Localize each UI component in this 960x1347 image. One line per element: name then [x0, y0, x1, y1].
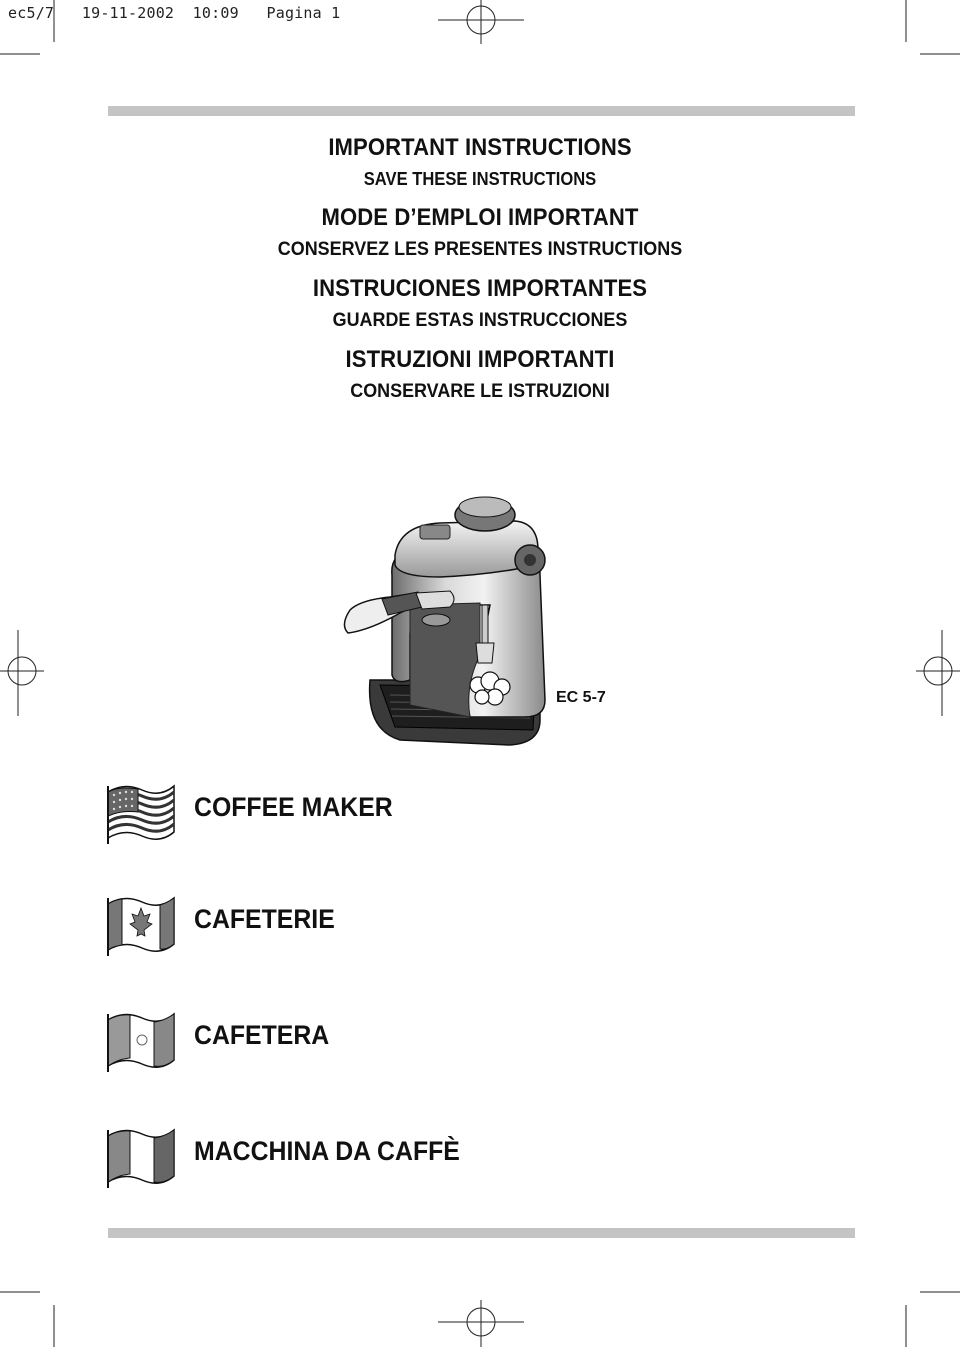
heading-subtitle: GUARDE ESTAS INSTRUCCIONES: [332, 309, 628, 331]
product-row-it: [104, 1122, 604, 1194]
heading-title: ISTRUZIONI IMPORTANTI: [345, 346, 615, 373]
heading-group-en: [0, 130, 960, 192]
product-row-en: [104, 778, 604, 850]
product-row-fr: [104, 890, 604, 962]
heading-group-es: [0, 271, 960, 334]
heading-subtitle: CONSERVARE LE ISTRUZIONI: [350, 380, 610, 402]
heading-title: INSTRUCIONES IMPORTANTES: [312, 275, 648, 302]
slug-time: 10:09: [192, 4, 239, 22]
product-row-es: [104, 1006, 604, 1078]
product-label: MACCHINA DA CAFFÈ: [194, 1136, 460, 1166]
heading-subtitle: SAVE THESE INSTRUCTIONS: [363, 169, 597, 189]
canada-flag-icon: [104, 890, 178, 958]
espresso-machine-illustration: [340, 495, 550, 750]
print-slug: [8, 4, 340, 22]
product-label: CAFETERIE: [194, 904, 335, 934]
product-label: COFFEE MAKER: [194, 792, 393, 822]
instruction-headings: [0, 130, 960, 413]
heading-group-it: [0, 342, 960, 405]
bottom-band: [108, 1228, 855, 1238]
usa-flag-icon: [104, 778, 178, 846]
product-label: CAFETERA: [194, 1020, 330, 1050]
heading-title: MODE D’EMPLOI IMPORTANT: [321, 204, 639, 231]
slug-date: 19-11-2002: [81, 4, 175, 22]
heading-title: IMPORTANT INSTRUCTIONS: [328, 134, 632, 161]
mexico-flag-icon: [104, 1006, 178, 1074]
heading-group-fr: [0, 200, 960, 263]
slug-file: ec5/7: [8, 4, 55, 22]
slug-page: Pagina 1: [266, 4, 341, 22]
italy-flag-icon: [104, 1122, 178, 1190]
heading-subtitle: CONSERVEZ LES PRESENTES INSTRUCTIONS: [277, 238, 683, 260]
top-band: [108, 106, 855, 116]
model-label: EC 5-7: [556, 689, 606, 706]
